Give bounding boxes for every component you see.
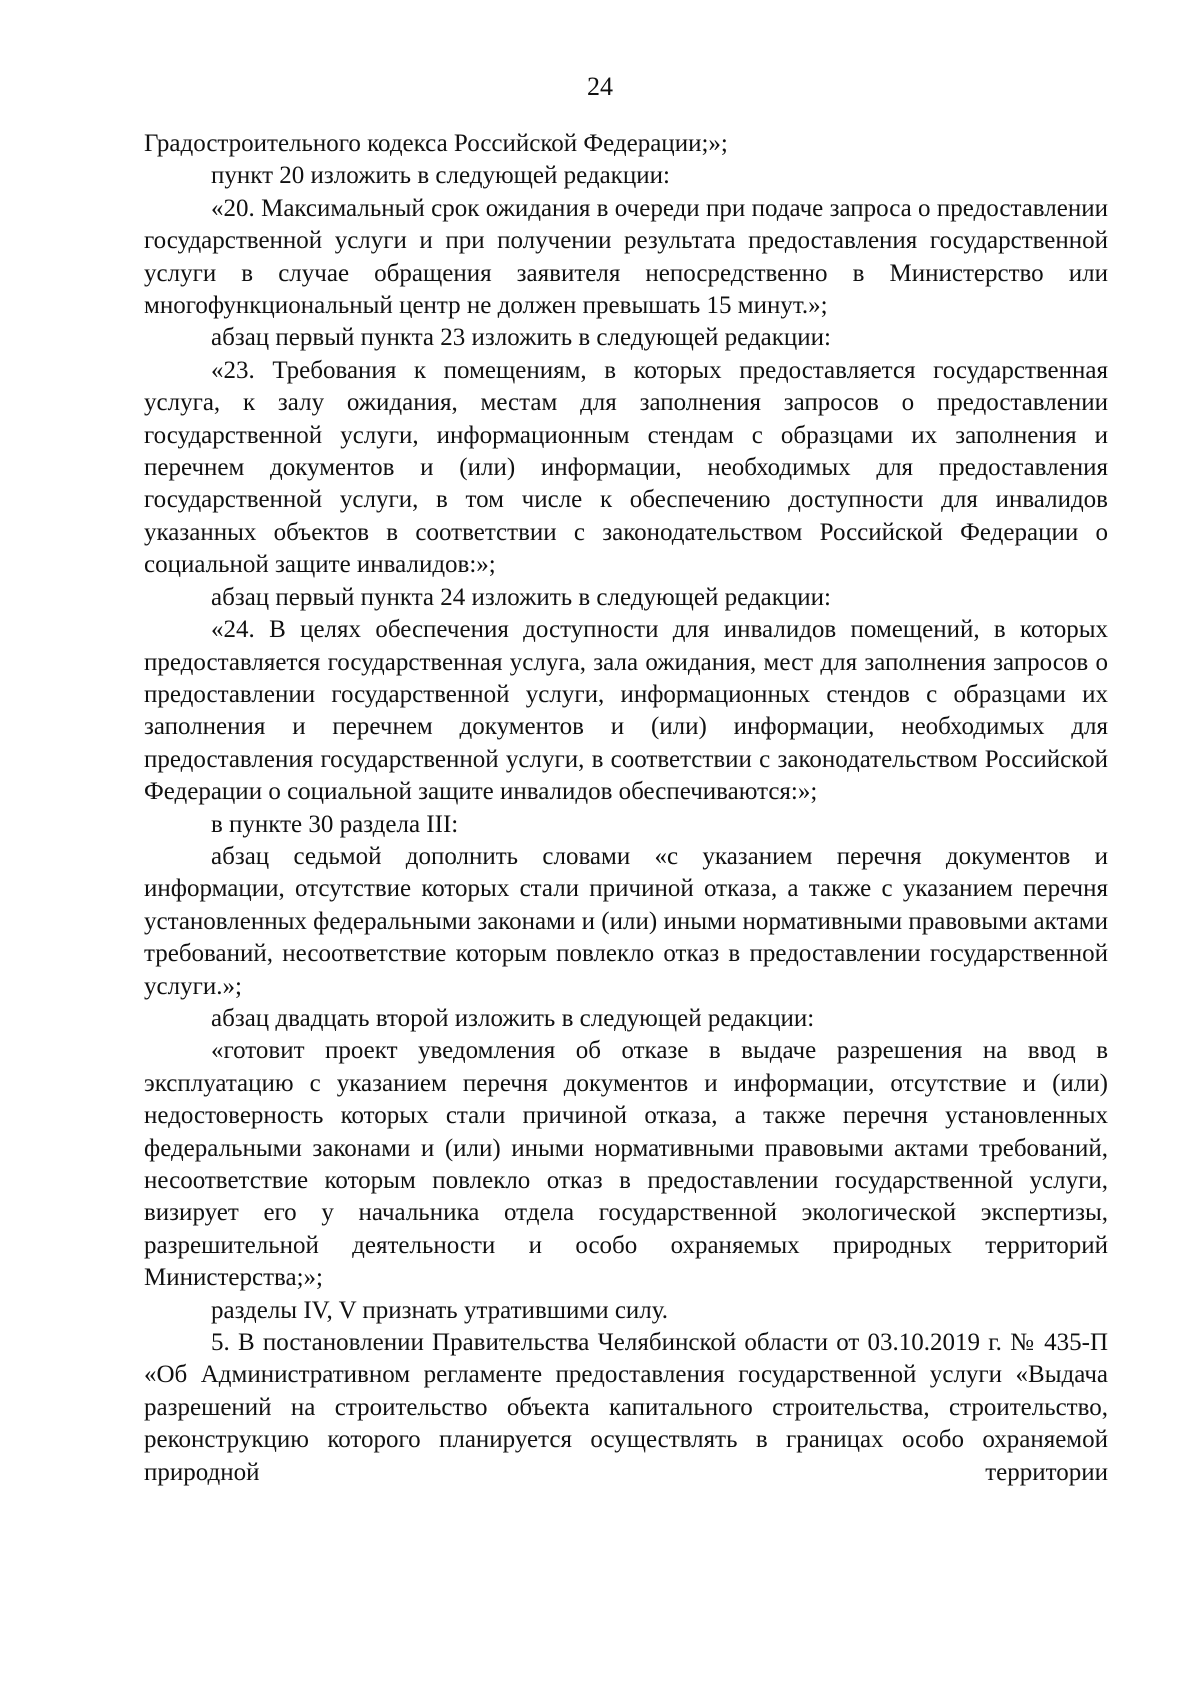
paragraph-point-23-text: «23. Требования к помещениям, в которых предоставляется государственная услуга, к залу ожидания, местам для заполнения запросов о предоставлении государственной услуги, информационным стендам с образцами их заполнения и перечнем документов и (или) информации, необходимых для предоставления государственной услуги, в том числе к обеспечению доступности для инвалидов указанных объектов в соответствии с законодательством Российской Федерации о социальной защите инвалидов:»;	[144, 356, 1108, 579]
paragraph-seventh-addition: абзац седьмой дополнить словами «с указанием перечня документов и информации, отсутствие которых стали причиной отказа, а также с указанием перечня установленных федеральными законами и (или) иными нормативными правовыми актами требований, несоответствие которым повлекло отказ в предоставлении государственной услуги.»;	[144, 842, 1108, 1000]
paragraph-instruction-22nd: абзац двадцать второй изложить в следующей редакции:	[211, 1004, 815, 1032]
paragraph-point-24-text: «24. В целях обеспечения доступности для инвалидов помещений, в которых предоставляется государственная услуга, зала ожидания, мест для заполнения запросов о предоставлении государственной услуги, информационных стендов с образцами их заполнения и перечнем документов и (или) информации, необходимых для предоставления государственной услуги, в соответствии с законодательством Российской Федерации о социальной защите инвалидов обеспечиваются:»;	[144, 616, 1108, 806]
paragraph-item-5: 5. В постановлении Правительства Челябинской области от 03.10.2019 г. № 435-П «Об Административном регламенте предоставления государственной услуги «Выдача разрешений на строительство объекта капитального строительства, строительство, реконструкцию которого планируется осуществлять в границах особо охраняемой природной территории	[144, 1329, 1108, 1486]
paragraph-instruction-point-20: пункт 20 изложить в следующей редакции:	[211, 162, 670, 190]
paragraph-instruction-point-30: в пункте 30 раздела III:	[211, 810, 459, 838]
page-number: 24	[587, 72, 613, 101]
paragraph-instruction-point-23: абзац первый пункта 23 изложить в следующей редакции:	[211, 324, 831, 352]
paragraph-point-20-text: «20. Максимальный срок ожидания в очереди при подаче запроса о предоставлении государственной услуги и при получении результата предоставления государственной услуги в случае обращения заявителя непосредственно в Министерство или многофункциональный центр не должен превышать 15 минут.»;	[144, 194, 1108, 320]
paragraph-continuation: Градостроительного кодекса Российской Федерации;»;	[144, 130, 728, 157]
paragraph-instruction-point-24: абзац первый пункта 24 изложить в следующей редакции:	[211, 583, 831, 611]
paragraph-sections-void: разделы IV, V признать утратившими силу.	[211, 1296, 669, 1324]
paragraph-22nd-text: «готовит проект уведомления об отказе в выдаче разрешения на ввод в эксплуатацию с указанием перечня документов и информации, отсутствие и (или) недостоверность которых стали причиной отказа, а также перечня установленных федеральными законами и (или) иными нормативными правовыми актами требований, несоответствие которым повлекло отказ в предоставлении государственной услуги, визирует его у начальника отдела государственной экологической экспертизы, разрешительной деятельности и особо охраняемых природных территорий Министерства;»;	[144, 1037, 1108, 1292]
document-body	[144, 128, 1108, 1489]
